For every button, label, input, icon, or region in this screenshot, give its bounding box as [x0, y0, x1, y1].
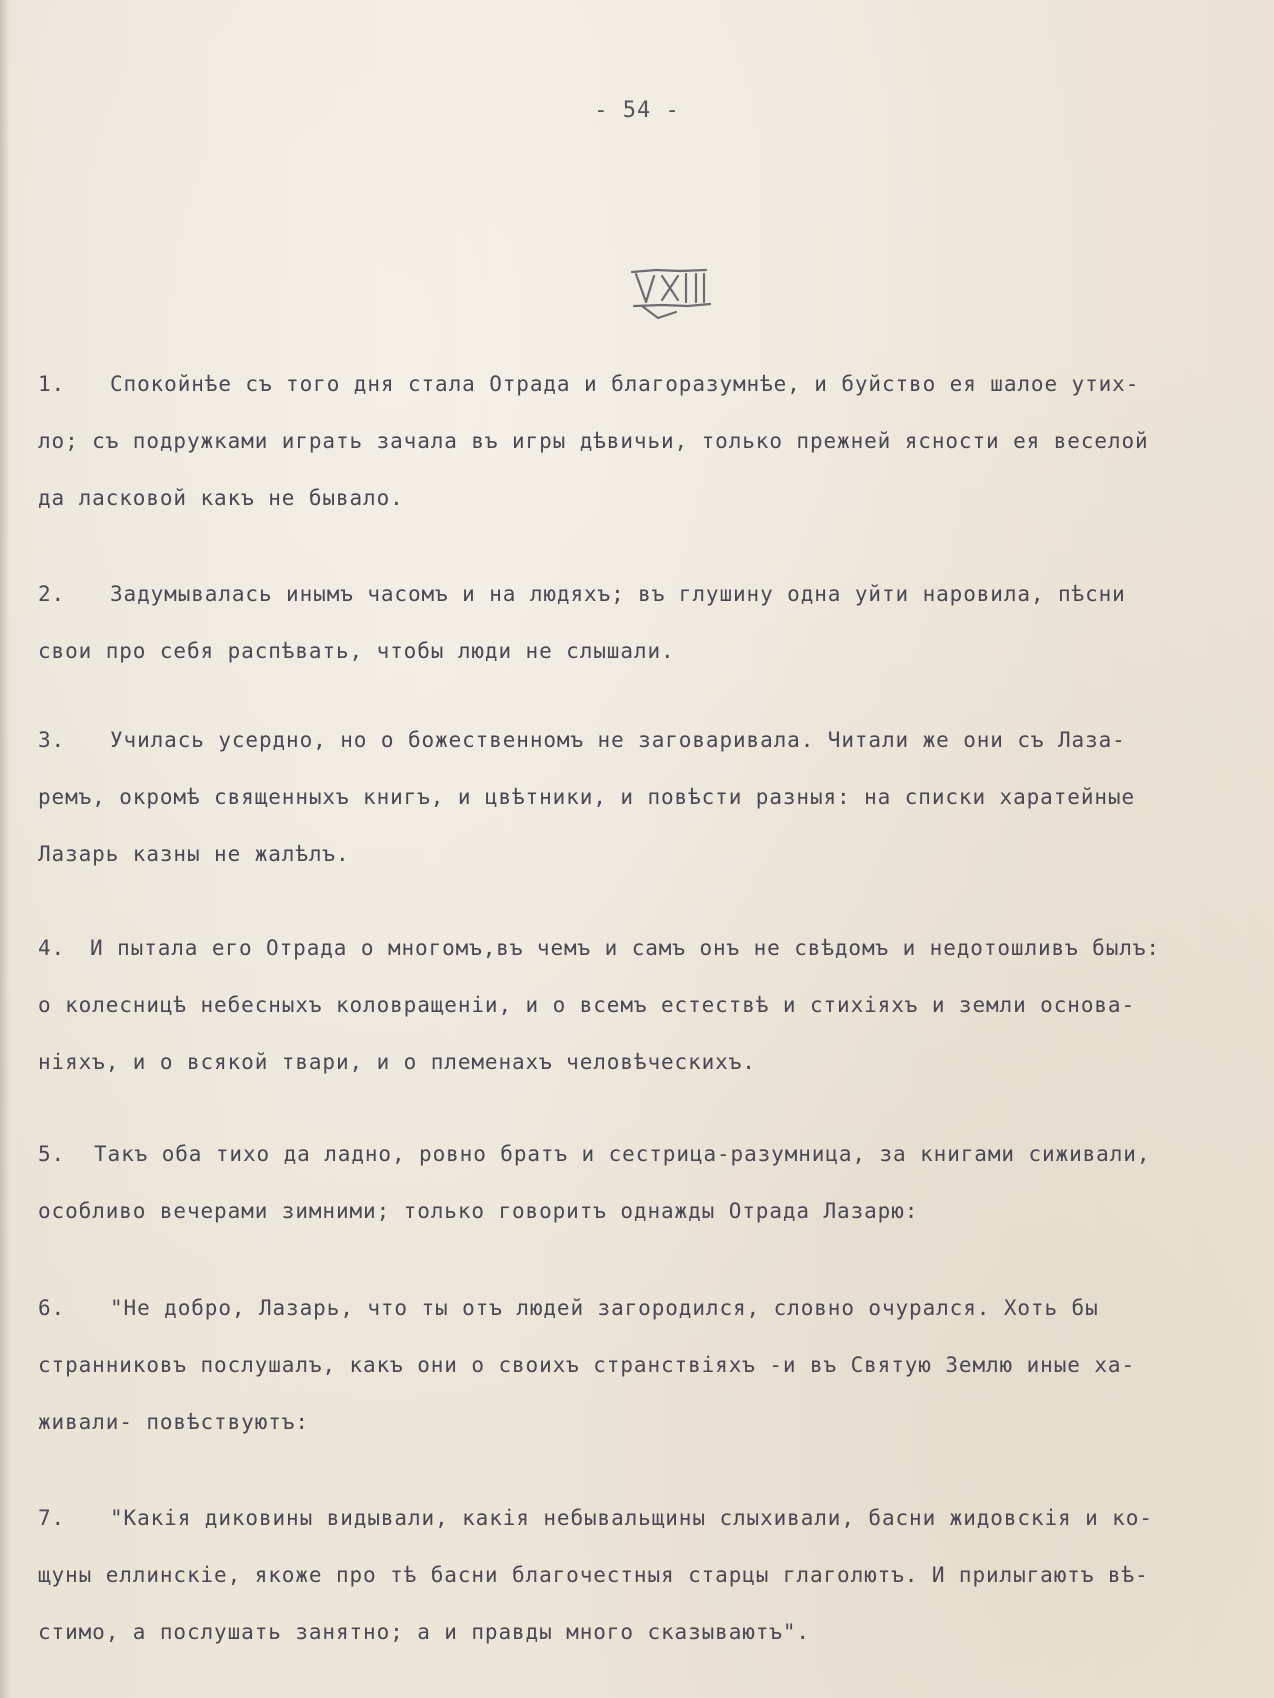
paragraph-number: 5. [38, 1142, 66, 1166]
paragraph-line [38, 356, 1266, 413]
paragraph-line [38, 1490, 1266, 1547]
paragraph-7 [38, 1490, 1266, 1661]
line-text: Задумывалась инымъ часомъ и на людяхъ; въ глушину одна уйти наровила, пѣсни [110, 582, 1126, 606]
paragraph-3 [38, 712, 1266, 883]
line-text: Спокойнѣе съ того дня стала Отрада и благоразумнѣе, и буйство ея шалое утих- [110, 372, 1140, 396]
line-text: "Не добро, Лазарь, что ты отъ людей загородился, словно очурался. Хоть бы [110, 1296, 1099, 1320]
paragraph-number: 6. [38, 1296, 66, 1320]
page-edge-shadow [0, 0, 10, 1698]
paragraph-6 [38, 1280, 1266, 1451]
paragraph-line [38, 920, 1266, 977]
paragraph-line [38, 566, 1266, 623]
paragraph-1 [38, 356, 1266, 527]
paragraph-number: 4. [38, 936, 66, 960]
paragraph-number: 3. [38, 728, 66, 752]
chapter-mark-text: XIII [628, 262, 631, 263]
paragraph-5 [38, 1126, 1266, 1240]
line-text: Такъ оба тихо да ладно, ровно братъ и сестрица-разумница, за книгами сиживали, [94, 1142, 1151, 1166]
paragraph-line: ло; съ подружками играть зачала въ игры дѣвичьи, только прежней ясности ея веселой [38, 429, 1149, 453]
line-text: "Какія диковины видывали, какія небывальщины слыхивали, басни жидовскія и ко- [110, 1506, 1153, 1530]
chapter-mark-pencil [628, 262, 738, 322]
paragraph-2 [38, 566, 1266, 680]
paragraph-line [38, 1280, 1266, 1337]
paragraph-line: особливо вечерами зимними; только говоритъ однажды Отрада Лазарю: [38, 1199, 919, 1223]
paragraph-line [38, 1126, 1266, 1183]
paragraph-line: свои про себя распѣвать, чтобы люди не слышали. [38, 639, 675, 663]
line-text: Училась усердно, но о божественномъ не заговаривала. Читали же они съ Лаза- [110, 728, 1126, 752]
paragraph-line: щуны еллинскіе, якоже про тѣ басни благочестныя старцы глаголютъ. И прилыгаютъ вѣ- [38, 1563, 1149, 1587]
line-text: И пытала его Отрада о многомъ,въ чемъ и самъ онъ не свѣдомъ и недотошливъ былъ: [90, 936, 1160, 960]
paragraph-line [38, 712, 1266, 769]
paragraph-line: да ласковой какъ не бывало. [38, 486, 404, 510]
paragraph-line: Лазарь казны не жалѣлъ. [38, 842, 350, 866]
paragraph-line: живали- повѣствуютъ: [38, 1410, 309, 1434]
paragraph-line: ремъ, окромѣ священныхъ книгъ, и цвѣтники, и повѣсти разныя: на списки харатейные [38, 785, 1135, 809]
paragraph-line: странниковъ послушалъ, какъ они о своихъ странствіяхъ -и въ Святую Землю иные ха- [38, 1353, 1135, 1377]
paragraph-number: 7. [38, 1506, 66, 1530]
paragraph-number: 1. [38, 372, 66, 396]
paragraph-line: стимо, а послушать занятно; а и правды много сказываютъ". [38, 1620, 810, 1644]
paragraph-line: о колесницѣ небесныхъ коловращеніи, и о всемъ естествѣ и стихіяхъ и земли основа- [38, 993, 1135, 1017]
paragraph-line: ніяхъ, и о всякой твари, и о племенахъ человѣческихъ. [38, 1050, 756, 1074]
page-number: - 54 - [594, 98, 680, 123]
paragraph-4 [38, 920, 1266, 1091]
paragraph-number: 2. [38, 582, 66, 606]
